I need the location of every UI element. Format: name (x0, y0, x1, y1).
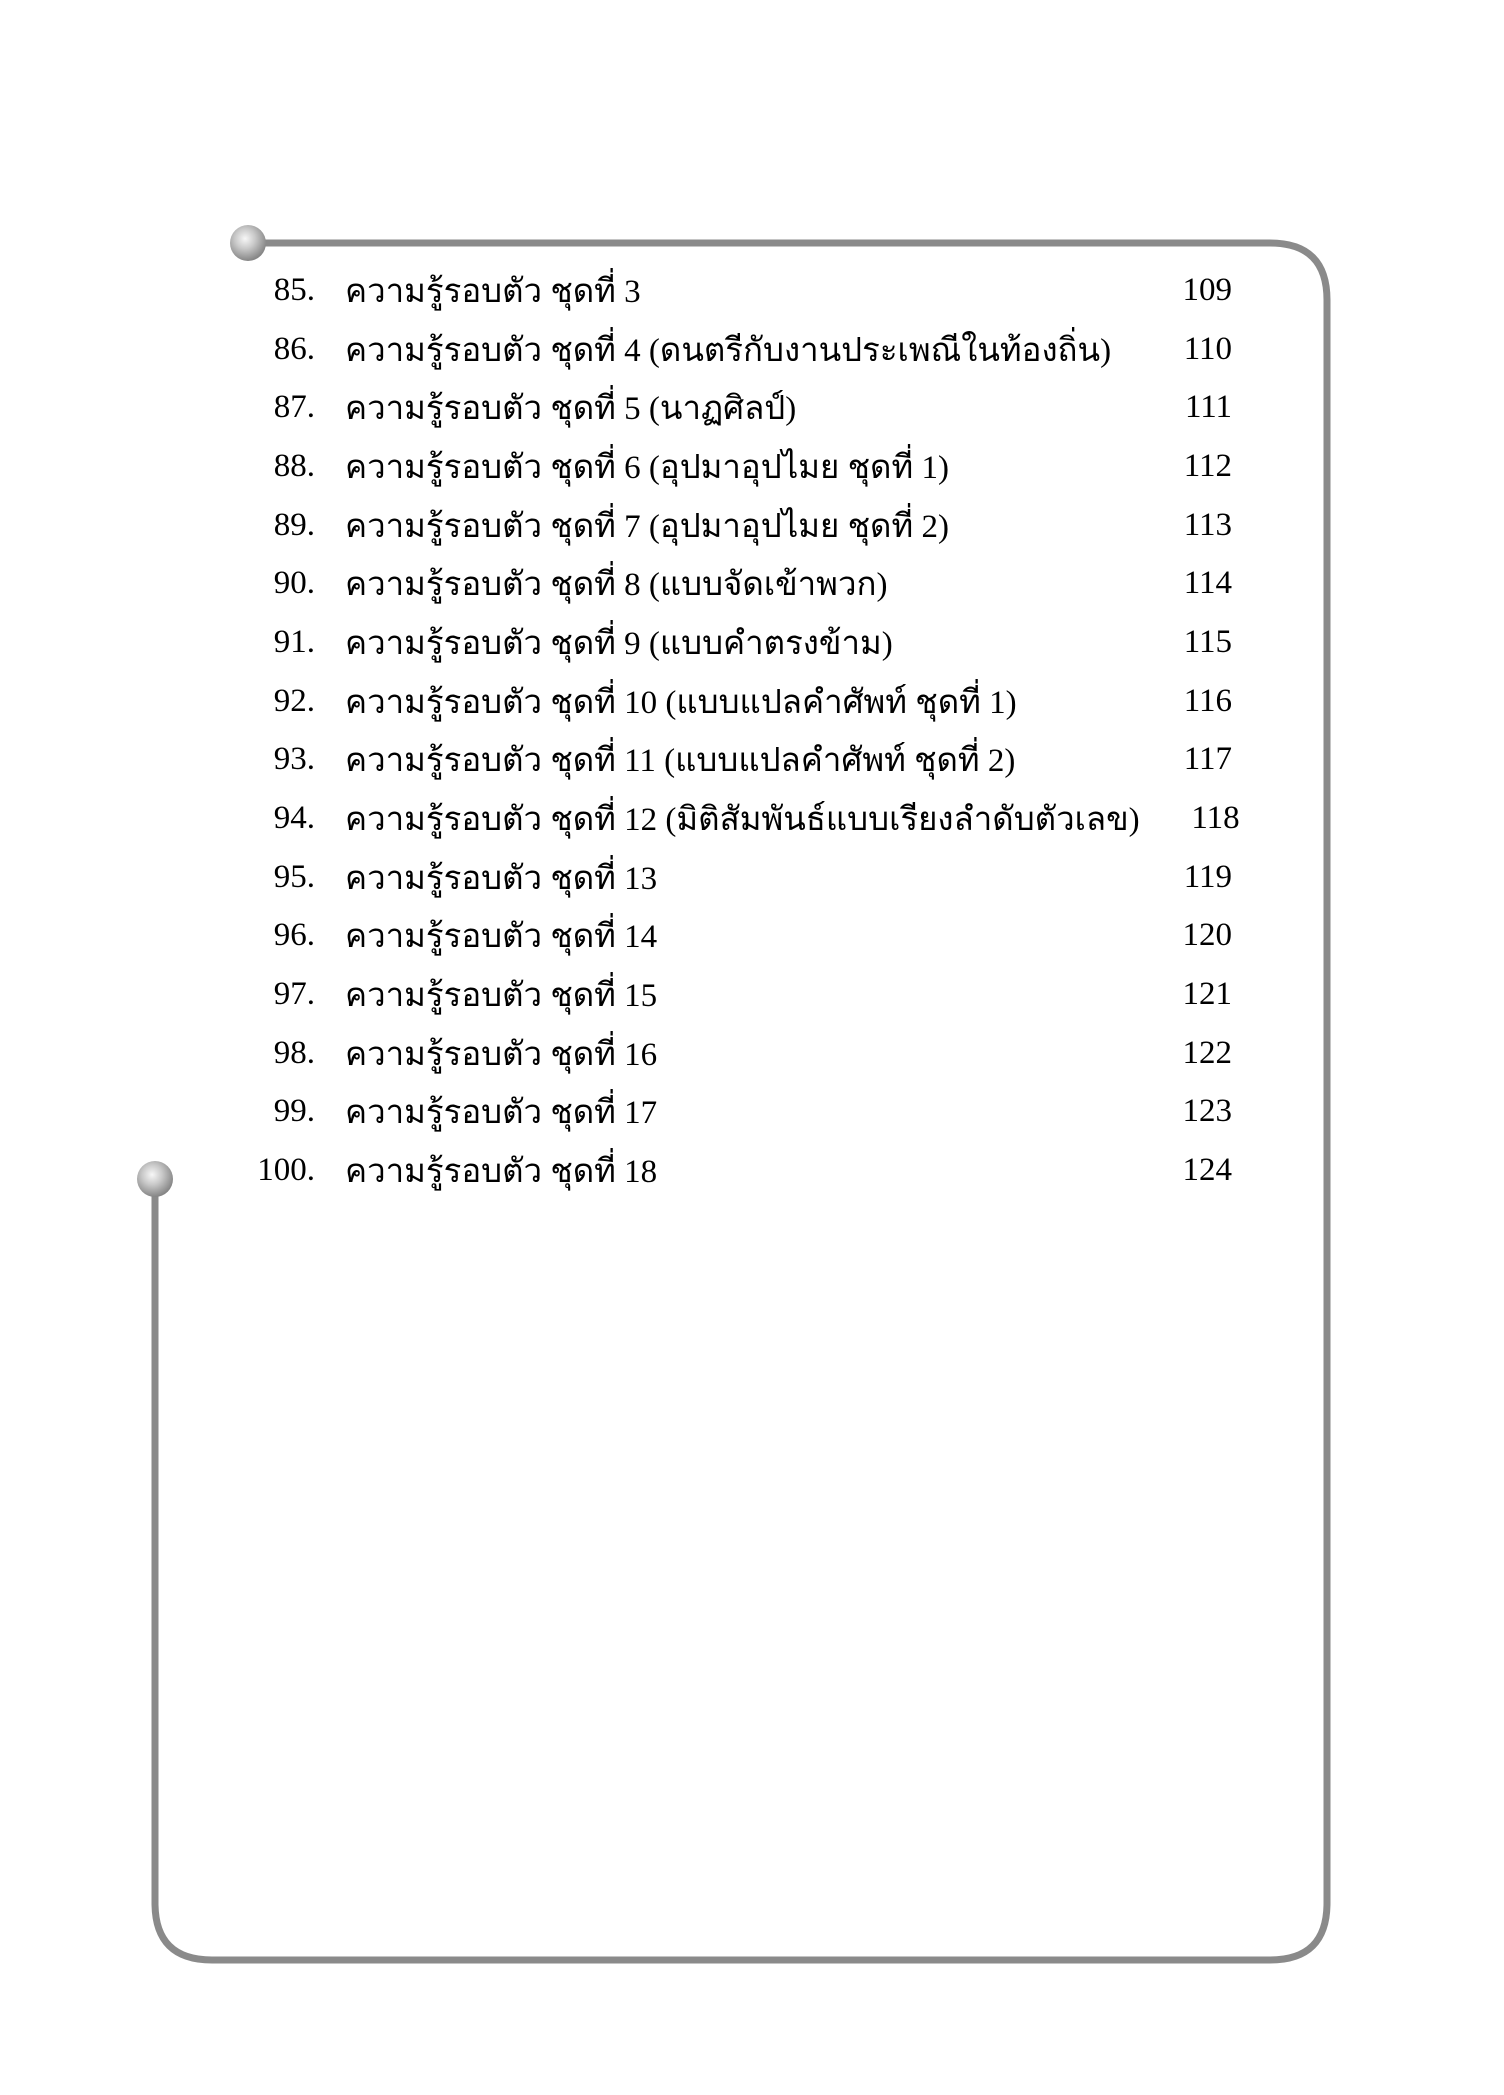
toc-entry (200, 554, 1232, 613)
toc-entry-title: ความรู้รอบตัว ชุดที่ 17 (345, 1095, 658, 1132)
toc-entry (200, 1083, 1232, 1142)
toc-entry-title: ความรู้รอบตัว ชุดที่ 16 (345, 1036, 658, 1073)
toc-entry-number: 91. (273, 623, 315, 660)
toc-entry-title: ความรู้รอบตัว ชุดที่ 10 (แบบแปลคำศัพท์ ชุดที่ 1) (345, 684, 1017, 721)
toc-entry (200, 672, 1232, 731)
corner-ball-top-icon (230, 225, 266, 261)
toc-entry-title: ความรู้รอบตัว ชุดที่ 5 (นาฏศิลป์) (345, 391, 797, 428)
toc-entry (200, 320, 1232, 379)
toc-entry (200, 848, 1232, 907)
toc-entry-title: ความรู้รอบตัว ชุดที่ 13 (345, 860, 658, 897)
toc-entry-title: ความรู้รอบตัว ชุดที่ 3 (345, 273, 641, 310)
toc-entry-page-number: 114 (1183, 565, 1232, 602)
toc-entry-page-number: 110 (1183, 330, 1232, 367)
toc-entry-number: 92. (273, 682, 315, 719)
toc-entry-number: 96. (273, 917, 315, 954)
toc-entry-page-number: 112 (1183, 447, 1232, 484)
toc-entry-title: ความรู้รอบตัว ชุดที่ 12 (มิติสัมพันธ์แบบเรียงลำดับตัวเลข) (345, 802, 1140, 839)
toc-entry-number: 88. (273, 447, 315, 484)
toc-entry-page-number: 109 (1182, 271, 1232, 308)
toc-entry-number: 85. (273, 271, 315, 308)
toc-entry-title: ความรู้รอบตัว ชุดที่ 9 (แบบคำตรงข้าม) (345, 625, 893, 662)
toc-entry-title: ความรู้รอบตัว ชุดที่ 7 (อุปมาอุปไมย ชุดที่ 2) (345, 508, 949, 545)
toc-entry-number: 86. (273, 330, 315, 367)
toc-entry (200, 1141, 1232, 1200)
toc-entry-number: 94. (273, 800, 315, 837)
toc-entry (200, 437, 1232, 496)
table-of-contents (200, 261, 1240, 1200)
toc-entry (200, 1024, 1232, 1083)
toc-entry-title: ความรู้รอบตัว ชุดที่ 11 (แบบแปลคำศัพท์ ชุดที่ 2) (345, 743, 1016, 780)
toc-entry-title: ความรู้รอบตัว ชุดที่ 4 (ดนตรีกับงานประเพณีในท้องถิ่น) (345, 332, 1112, 369)
toc-entry-number: 93. (273, 741, 315, 778)
toc-entry-page-number: 122 (1182, 1034, 1232, 1071)
toc-entry-number: 95. (273, 858, 315, 895)
toc-entry (200, 613, 1232, 672)
toc-entry-page-number: 111 (1184, 389, 1232, 426)
toc-entry-title: ความรู้รอบตัว ชุดที่ 14 (345, 919, 658, 956)
toc-entry-page-number: 119 (1183, 858, 1232, 895)
toc-entry (200, 965, 1232, 1024)
toc-entry (200, 789, 1240, 848)
toc-entry-page-number: 118 (1191, 800, 1240, 837)
toc-entry-number: 90. (273, 565, 315, 602)
toc-entry-page-number: 113 (1183, 506, 1232, 543)
toc-entry-number: 98. (273, 1034, 315, 1071)
toc-entry (200, 261, 1232, 320)
toc-entry-number: 100. (257, 1152, 315, 1189)
toc-entry-title: ความรู้รอบตัว ชุดที่ 18 (345, 1154, 658, 1191)
toc-entry (200, 378, 1232, 437)
toc-entry-number: 97. (273, 976, 315, 1013)
toc-entry-number: 87. (273, 389, 315, 426)
toc-entry (200, 731, 1232, 790)
toc-entry-page-number: 121 (1182, 976, 1232, 1013)
toc-entry-page-number: 116 (1183, 682, 1232, 719)
toc-entry-number: 89. (273, 506, 315, 543)
toc-entry-number: 99. (273, 1093, 315, 1130)
toc-entry-title: ความรู้รอบตัว ชุดที่ 8 (แบบจัดเข้าพวก) (345, 567, 888, 604)
toc-entry-page-number: 115 (1183, 623, 1232, 660)
toc-entry-page-number: 117 (1183, 741, 1232, 778)
toc-entry (200, 496, 1232, 555)
toc-entry-title: ความรู้รอบตัว ชุดที่ 15 (345, 978, 658, 1015)
toc-entry-page-number: 123 (1182, 1093, 1232, 1130)
toc-entry-page-number: 124 (1182, 1152, 1232, 1189)
toc-entry-title: ความรู้รอบตัว ชุดที่ 6 (อุปมาอุปไมย ชุดที่ 1) (345, 449, 949, 486)
toc-entry (200, 907, 1232, 966)
corner-ball-left-icon (137, 1161, 173, 1197)
toc-entry-page-number: 120 (1182, 917, 1232, 954)
